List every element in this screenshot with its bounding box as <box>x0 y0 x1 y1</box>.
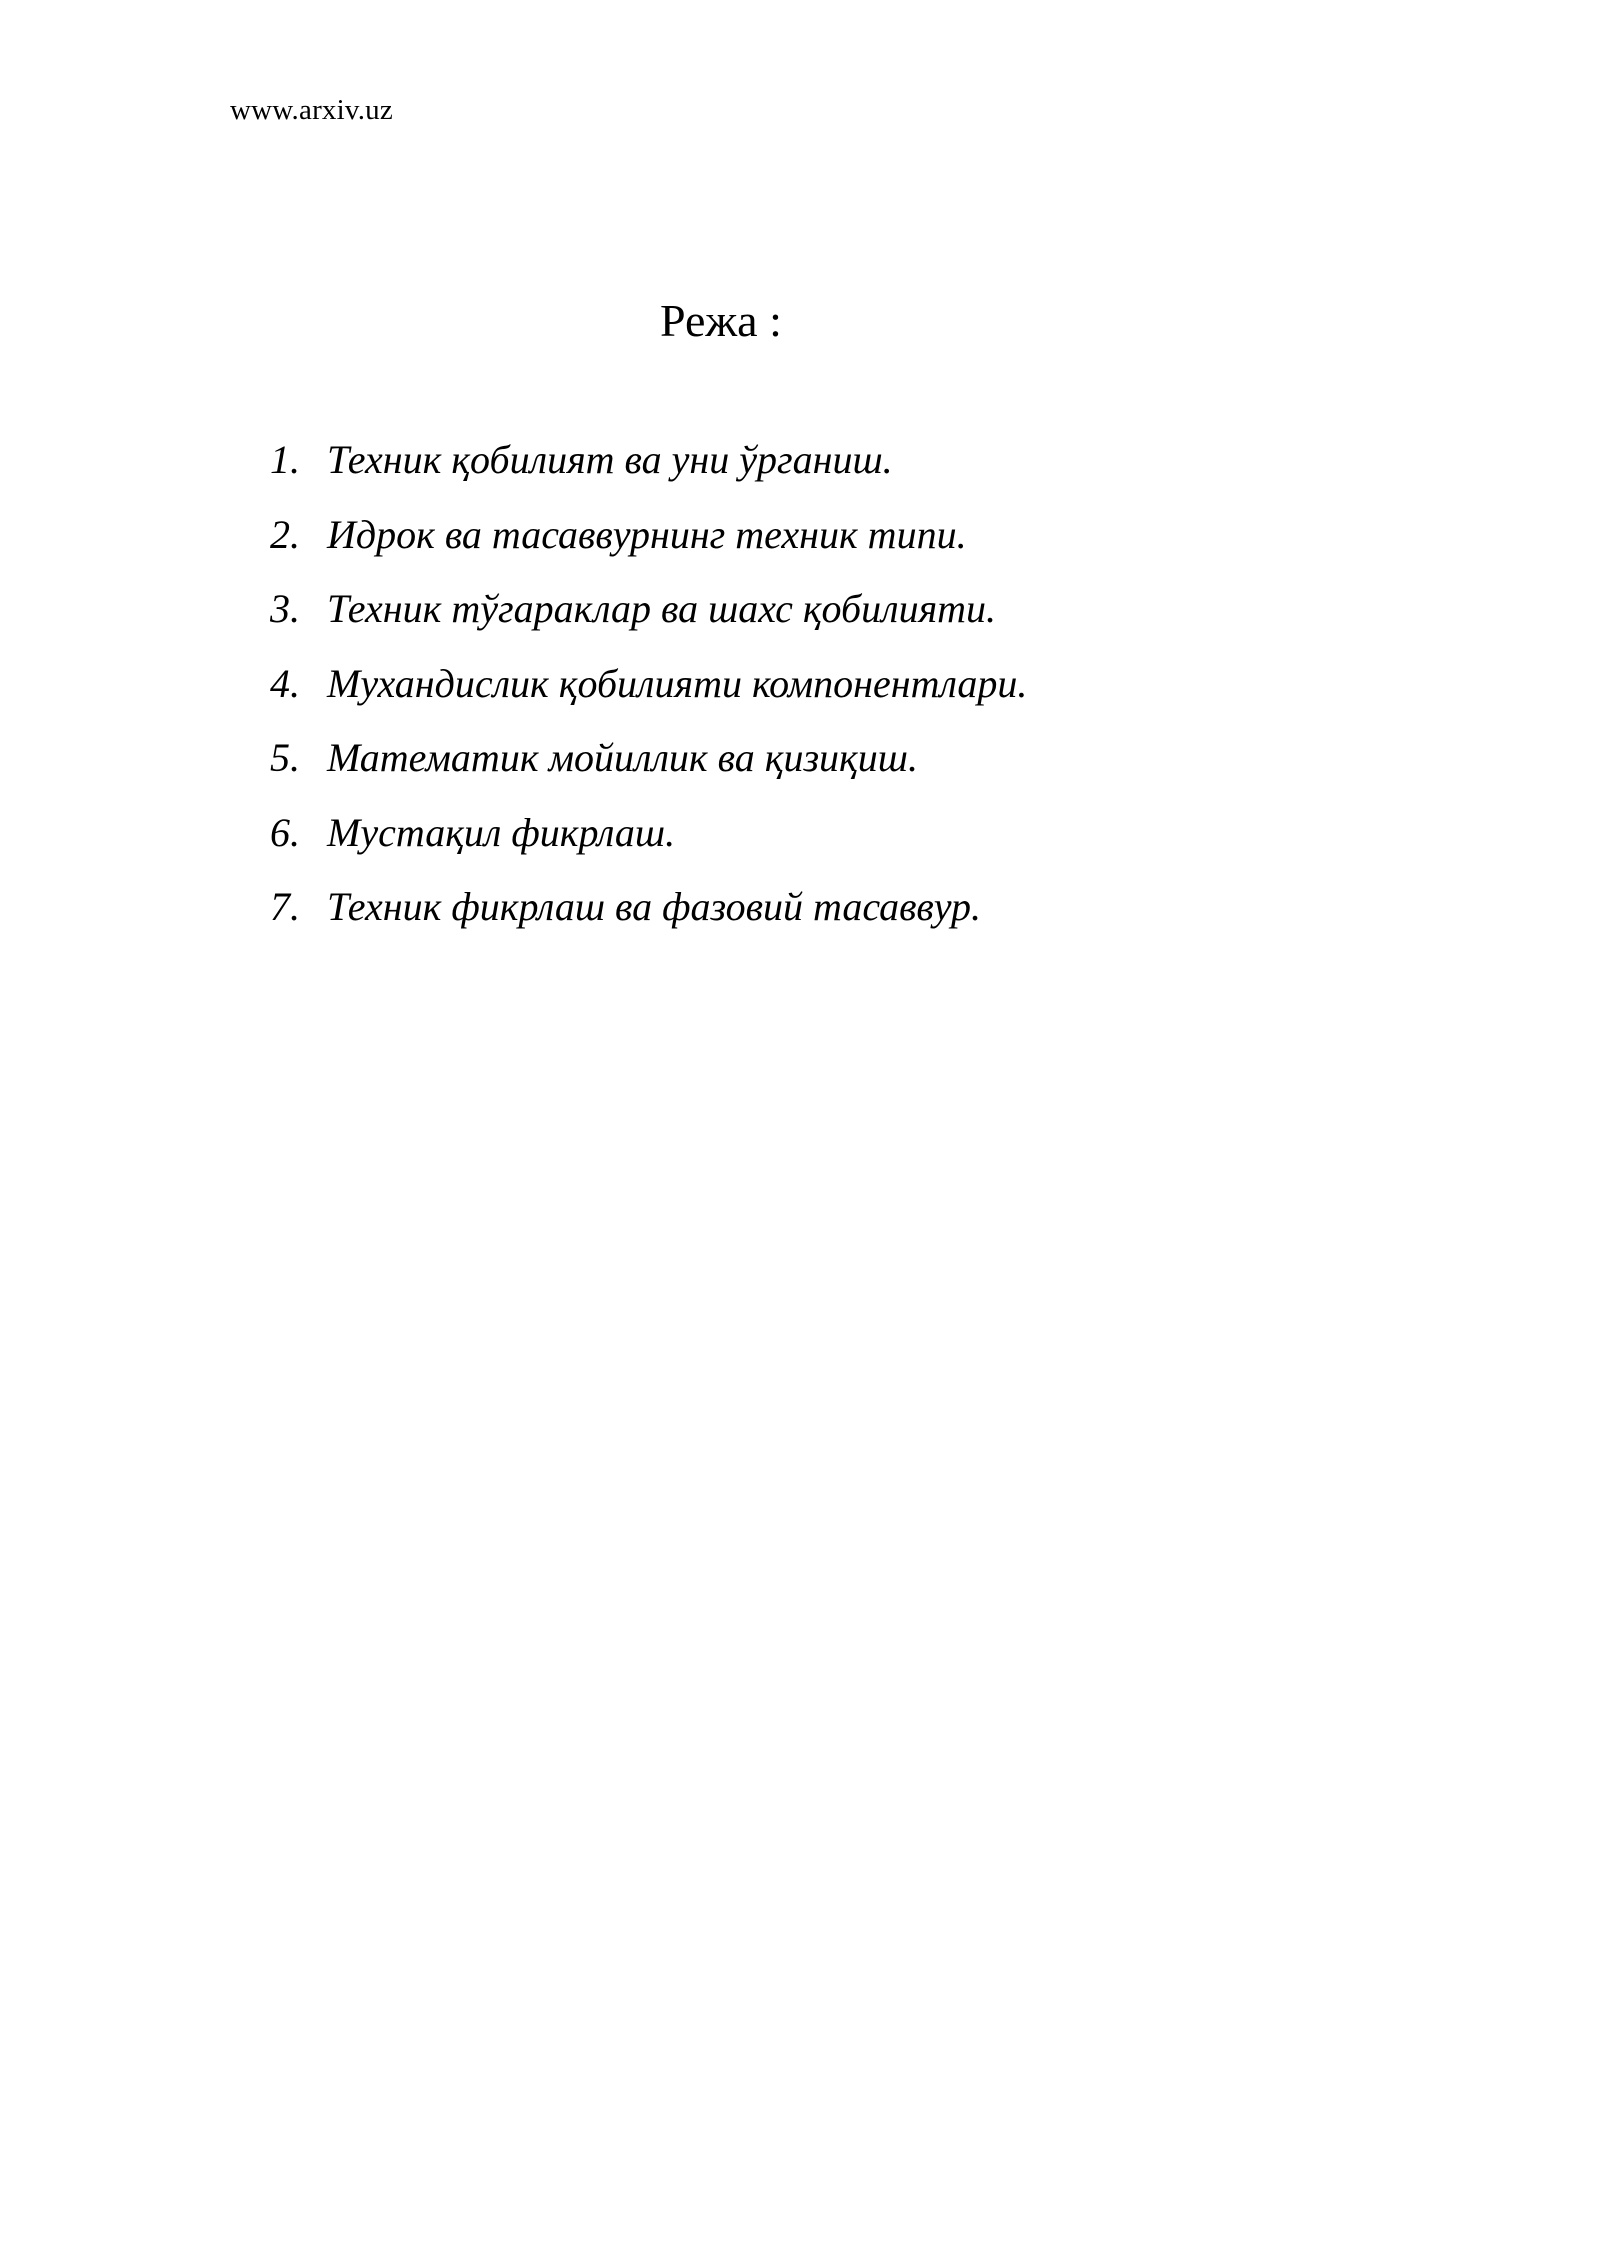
plan-list <box>270 437 1028 962</box>
list-item-number: 3. <box>270 586 300 631</box>
page-title: Режа : <box>660 295 782 346</box>
list-item <box>270 660 1028 739</box>
list-item-text: Мустақил фикрлаш. <box>327 809 676 855</box>
list-item-text: Мухандислик қобилияти компонентлари. <box>327 660 1028 706</box>
list-item-text: Техник қобилият ва уни ўрганиш. <box>327 437 893 482</box>
list-item-number: 4. <box>270 660 300 706</box>
list-item-text: Математик мойиллик ва қизиқиш. <box>327 735 918 780</box>
list-item-number: 1. <box>270 437 300 482</box>
list-item-text: Техник фикрлаш ва фазовий тасаввур. <box>327 884 982 929</box>
list-item <box>270 437 1027 515</box>
list-item <box>270 586 1027 664</box>
list-item-number: 5. <box>270 735 300 780</box>
list-item <box>270 511 1027 590</box>
list-item <box>270 884 1027 962</box>
site-url: www.arxiv.uz <box>230 94 393 126</box>
list-item-number: 7. <box>270 884 300 929</box>
list-item-number: 6. <box>270 809 300 855</box>
list-item-text: Техник тўгараклар ва шахс қобилияти. <box>327 586 997 631</box>
list-item-text: Идрок ва тасаввурнинг техник типи. <box>327 511 967 557</box>
list-item-number: 2. <box>270 511 300 557</box>
list-item <box>270 735 1027 813</box>
list-item <box>270 809 1027 888</box>
